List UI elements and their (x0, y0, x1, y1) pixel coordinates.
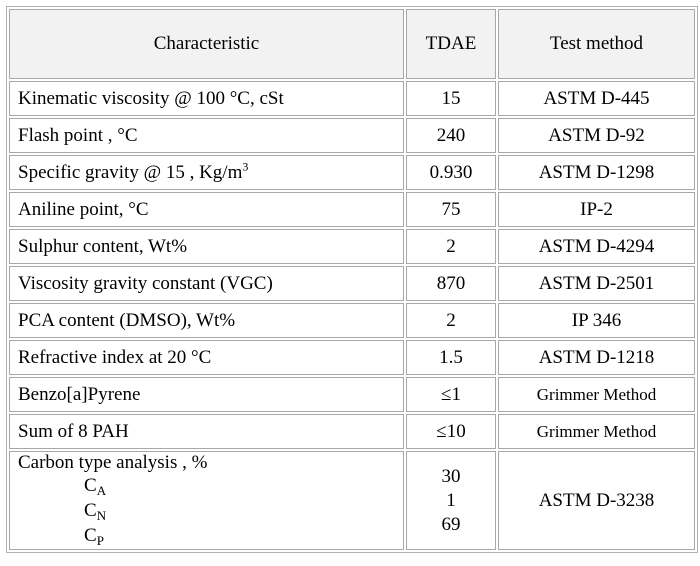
row-tdae-value: 870 (406, 266, 496, 301)
row-test-method: ASTM D-2501 (498, 266, 695, 301)
header-characteristic: Characteristic (9, 9, 404, 79)
row-characteristic (9, 155, 404, 190)
table-row (9, 303, 695, 338)
row-tdae-value: 2 (406, 303, 496, 338)
row-tdae-value: 1.5 (406, 340, 496, 375)
table-row (9, 229, 695, 264)
characteristic-text: Specific gravity @ 15 , Kg/m (18, 161, 243, 183)
row-test-method: ASTM D-4294 (498, 229, 695, 264)
carbon-subscript: N (96, 508, 107, 523)
table-wrapper (6, 6, 694, 553)
carbon-subscript: A (96, 483, 107, 498)
header-row (9, 9, 695, 79)
row-tdae-value: ≤10 (406, 414, 496, 449)
table-row (9, 266, 695, 301)
row-characteristic: Flash point , °C (9, 118, 404, 153)
carbon-value-ca: 30 (441, 465, 461, 487)
carbon-value-cn: 1 (446, 489, 456, 511)
carbon-characteristic-cell (9, 451, 404, 550)
carbon-base: C (84, 500, 97, 521)
carbon-characteristic-label: Carbon type analysis , % (18, 452, 208, 473)
row-tdae-value: 240 (406, 118, 496, 153)
row-characteristic: PCA content (DMSO), Wt% (9, 303, 404, 338)
row-test-method: ASTM D-1218 (498, 340, 695, 375)
row-test-method: Grimmer Method (498, 377, 695, 412)
row-tdae-value: 0.930 (406, 155, 496, 190)
table-row (9, 377, 695, 412)
row-characteristic: Benzo[a]Pyrene (9, 377, 404, 412)
row-test-method: ASTM D-445 (498, 81, 695, 116)
row-tdae-value: 2 (406, 229, 496, 264)
table-row (9, 155, 695, 190)
table-row (9, 192, 695, 227)
row-test-method: IP-2 (498, 192, 695, 227)
carbon-value-cp: 69 (441, 513, 461, 535)
table-row (9, 81, 695, 116)
row-tdae-value: 15 (406, 81, 496, 116)
table-row (9, 340, 695, 375)
row-tdae-value: ≤1 (406, 377, 496, 412)
table-row-carbon (9, 451, 695, 550)
carbon-tdae-values (406, 451, 496, 550)
row-test-method: ASTM D-1298 (498, 155, 695, 190)
carbon-sub-cp (18, 524, 395, 549)
row-characteristic: Kinematic viscosity @ 100 °C, cSt (9, 81, 404, 116)
carbon-base: C (84, 475, 97, 496)
header-tdae: TDAE (406, 9, 496, 79)
table-row (9, 414, 695, 449)
header-test-method: Test method (498, 9, 695, 79)
row-test-method: Grimmer Method (498, 414, 695, 449)
carbon-base: C (84, 525, 97, 546)
row-characteristic: Sulphur content, Wt% (9, 229, 404, 264)
properties-table (6, 6, 698, 553)
row-characteristic: Sum of 8 PAH (9, 414, 404, 449)
row-characteristic: Refractive index at 20 °C (9, 340, 404, 375)
carbon-sub-ca (18, 474, 395, 499)
carbon-test-method: ASTM D-3238 (498, 451, 695, 550)
carbon-subscript: P (96, 533, 104, 548)
row-test-method: ASTM D-92 (498, 118, 695, 153)
row-tdae-value: 75 (406, 192, 496, 227)
row-test-method: IP 346 (498, 303, 695, 338)
superscript-exponent: 3 (242, 159, 249, 174)
row-characteristic: Aniline point, °C (9, 192, 404, 227)
carbon-sub-cn (18, 499, 395, 524)
table-row (9, 118, 695, 153)
row-characteristic: Viscosity gravity constant (VGC) (9, 266, 404, 301)
